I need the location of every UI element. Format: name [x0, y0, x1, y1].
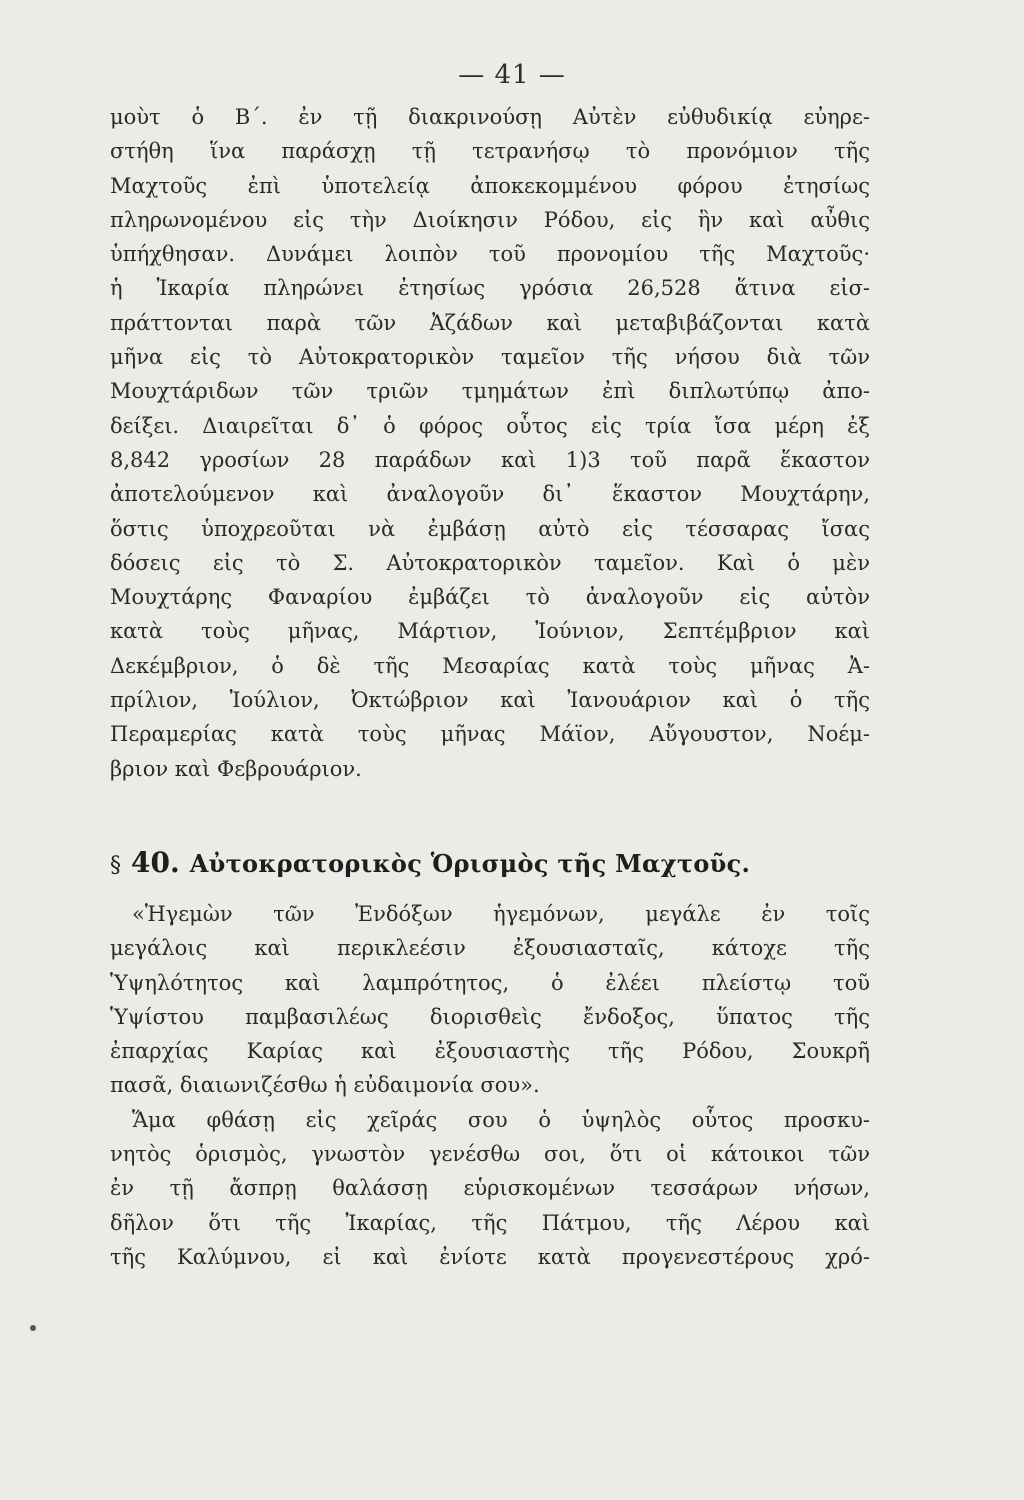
text-line: Μαχτοῦς ἐπὶ ὑποτελείᾳ ἀποκεκομμένου φόρου ἐτησίως [110, 173, 870, 198]
margin-speck [30, 1325, 36, 1331]
section-heading [110, 843, 870, 883]
text-line: Μουχτάρης Φαναρίου ἐμβάζει τὸ ἀναλογοῦν εἰς αὐτὸν [110, 585, 870, 610]
text-line: ἐπαρχίας Καρίας καὶ ἐξουσιαστὴς τῆς Ρόδου, Σουκρῆ [110, 1039, 870, 1064]
text-line: δείξει. Διαιρεῖται δ᾽ ὁ φόρος οὗτος εἰς τρία ἴσα μέρη ἐξ [110, 413, 870, 438]
text-line: πληρωνομένου εἰς τὴν Διοίκησιν Ρόδου, εἰς ἣν καὶ αὖθις [110, 207, 870, 232]
paragraph-1 [110, 100, 870, 786]
text-line: πράττονται παρὰ τῶν Ἀζάδων καὶ μεταβιβάζονται κατὰ [110, 310, 870, 335]
text-line: Δεκέμβριον, ὁ δὲ τῆς Μεσαρίας κατὰ τοὺς μῆνας Ἀ- [110, 653, 870, 678]
text-line: «Ἡγεμὼν τῶν Ἐνδόξων ἡγεμόνων, μεγάλε ἐν τοῖς [132, 902, 870, 926]
text-line: τῆς Καλύμνου, εἰ καὶ ἐνίοτε κατὰ προγενεστέρους χρό- [110, 1244, 870, 1269]
text-line: πασᾶ, διαιωνιζέσθω ἡ εὐδαιμονία σου». [110, 1073, 540, 1098]
text-line: δόσεις εἰς τὸ Σ. Αὐτοκρατορικὸν ταμεῖον. Καὶ ὁ μὲν [110, 550, 870, 575]
text-line: Περαμερίας κατὰ τοὺς μῆνας Μάϊον, Αὔγουστον, Νοέμ- [110, 722, 870, 747]
paragraph-2 [110, 897, 870, 1274]
page-number: — 41 — [458, 60, 566, 90]
text-line: ἡ Ἰκαρία πληρώνει ἐτησίως γρόσια 26,528 ἅτινα εἰσ- [110, 276, 870, 301]
text-line: πρίλιον, Ἰούλιον, Ὀκτώβριον καὶ Ἰανουάριον καὶ ὁ τῆς [110, 688, 870, 713]
text-line: ἐν τῇ ἄσπρῃ θαλάσσῃ εὑρισκομένων τεσσάρων νήσων, [110, 1176, 870, 1201]
text-line: ἀποτελούμενον καὶ ἀναλογοῦν δι᾽ ἕκαστον Μουχτάρην, [110, 482, 870, 507]
text-line: Μουχτάριδων τῶν τριῶν τμημάτων ἐπὶ διπλωτύπῳ ἀπο- [110, 379, 870, 404]
text-line: νητὸς ὁρισμὸς, γνωστὸν γενέσθω σοι, ὅτι οἱ κάτοικοι τῶν [110, 1142, 870, 1167]
text-line: βριον καὶ Φεβρουάριον. [110, 756, 362, 781]
text-line: κατὰ τοὺς μῆνας, Μάρτιον, Ἰούνιον, Σεπτέμβριον καὶ [110, 619, 870, 644]
text-line: δῆλον ὅτι τῆς Ἰκαρίας, τῆς Πάτμου, τῆς Λέρου καὶ [110, 1210, 870, 1235]
text-line: Ὑψίστου παμβασιλέως διορισθεὶς ἔνδοξος, ὕπατος τῆς [110, 1004, 870, 1029]
text-line: μῆνα εἰς τὸ Αὐτοκρατορικὸν ταμεῖον τῆς νήσου διὰ τῶν [110, 345, 870, 370]
section-title: Αὐτοκρατορικὸς Ὁρισμὸς τῆς Μαχτοῦς. [189, 849, 751, 878]
section-number: 40. [131, 846, 180, 879]
text-line: μοὺτ ὁ Β΄. ἐν τῇ διακρινούσῃ Αὐτὲν εὐθυδικίᾳ εὐηρε- [110, 105, 870, 129]
text-line: Ὑψηλότητος καὶ λαμπρότητος, ὁ ἐλέει πλείστῳ τοῦ [110, 970, 870, 995]
text-line: ὑπήχθησαν. Δυνάμει λοιπὸν τοῦ προνομίου τῆς Μαχτοῦς· [110, 242, 870, 267]
text-line: 8,842 γροσίων 28 παράδων καὶ 1)3 τοῦ παρᾶ ἕκαστον [110, 447, 870, 472]
text-line: Ἅμα φθάσῃ εἰς χεῖράς σου ὁ ὑψηλὸς οὗτος προσκυ- [132, 1107, 870, 1132]
text-line: μεγάλοις καὶ περικλεέσιν ἐξουσιασταῖς, κάτοχε τῆς [110, 936, 870, 961]
section-sign: § [110, 853, 121, 878]
text-line: στήθη ἵνα παράσχῃ τῇ τετρανήσῳ τὸ προνόμιον τῆς [110, 139, 870, 164]
text-line: ὅστις ὑποχρεοῦται νὰ ἐμβάσῃ αὐτὸ εἰς τέσσαρας ἴσας [110, 516, 870, 541]
